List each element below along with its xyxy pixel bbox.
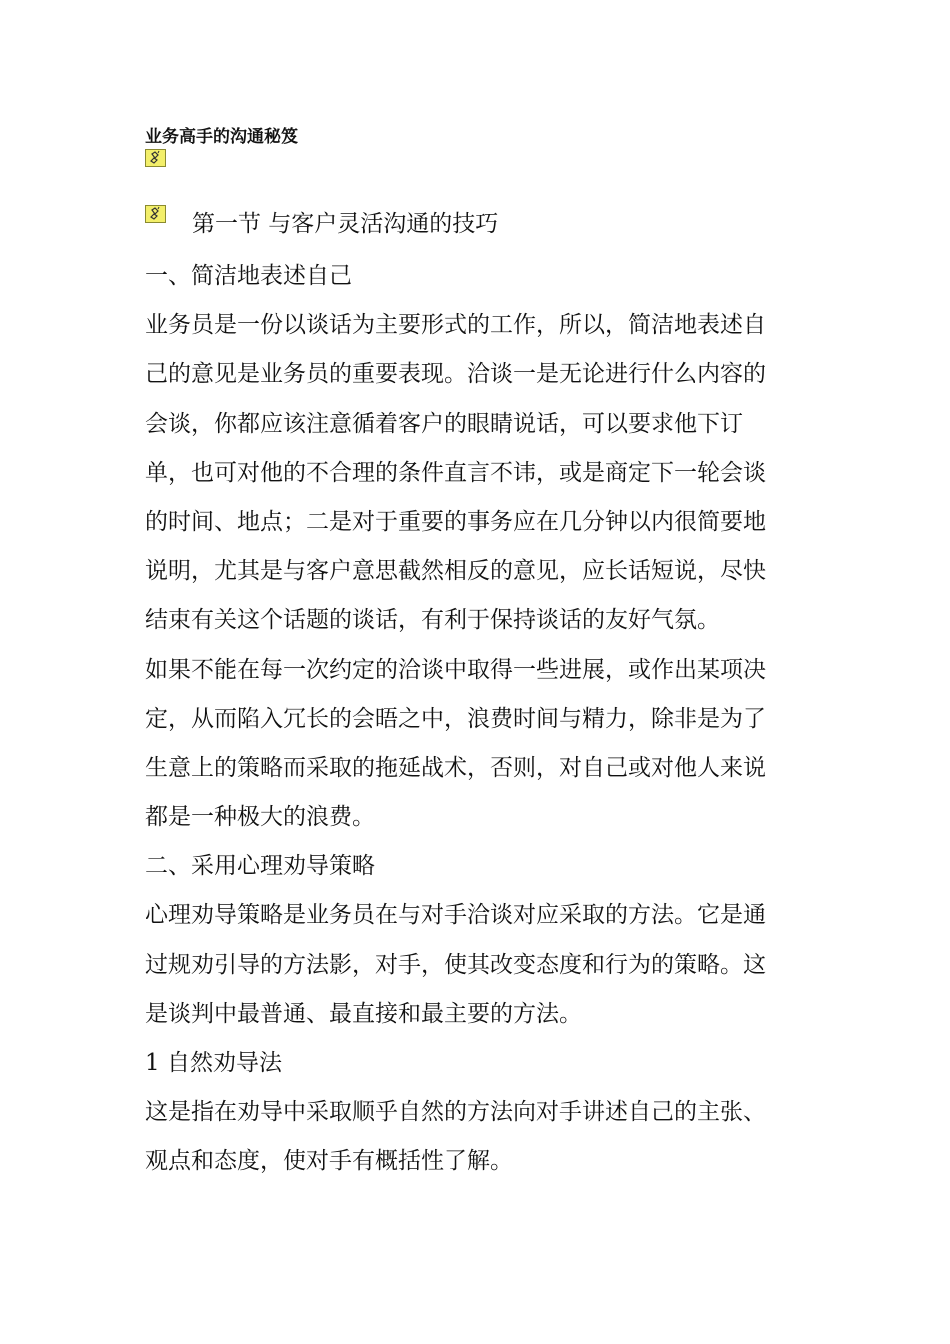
- heading-line: 一、简洁地表述自己: [145, 263, 352, 289]
- paragraph-line: 生意上的策略而采取的拖延战术，否则，对自己或对他人来说: [145, 754, 766, 781]
- subheading-line: 1 自然劝导法: [145, 1050, 282, 1076]
- paragraph-line: 如果不能在每一次约定的洽谈中取得一些进展，或作出某项决: [145, 656, 766, 683]
- heading-line: 二、采用心理劝导策略: [145, 853, 375, 880]
- broken-image-glyph: [146, 150, 165, 166]
- paragraph-line: 过规劝引导的方法影，对手，使其改变态度和行为的策略。这: [145, 951, 766, 978]
- paragraph-line: 会谈，你都应该注意循着客户的眼睛说话，可以要求他下订: [145, 410, 743, 437]
- paragraph-line: 的时间、地点；二是对于重要的事务应在几分钟以内很简要地: [145, 508, 766, 535]
- paragraph-line: 结束有关这个话题的谈话，有利于保持谈话的友好气氛。: [145, 607, 720, 634]
- paragraph-line: 业务员是一份以谈话为主要形式的工作，所以，简洁地表述自: [145, 312, 766, 339]
- paragraph-line: 说明，尤其是与客户意思截然相反的意见，应长话短说，尽快: [145, 558, 766, 585]
- broken-image-icon: [145, 149, 166, 167]
- broken-image-glyph: [146, 206, 165, 222]
- paragraph-line: 这是指在劝导中采取顺乎自然的方法向对手讲述自己的主张、: [145, 1099, 766, 1126]
- document-title: 业务高手的沟通秘笈: [145, 127, 298, 147]
- paragraph-line: 定，从而陷入冗长的会晤之中，浪费时间与精力，除非是为了: [145, 705, 766, 732]
- section-title: 第一节 与客户灵活沟通的技巧: [192, 211, 499, 237]
- paragraph-line: 都是一种极大的浪费。: [145, 804, 375, 831]
- paragraph-line: 单，也可对他的不合理的条件直言不讳，或是商定下一轮会谈: [145, 459, 766, 486]
- broken-image-icon: [145, 205, 166, 223]
- paragraph-line: 是谈判中最普通、最直接和最主要的方法。: [145, 1000, 582, 1027]
- paragraph-line: 心理劝导策略是业务员在与对手洽谈对应采取的方法。它是通: [145, 902, 766, 929]
- paragraph-line: 己的意见是业务员的重要表现。洽谈一是无论进行什么内容的: [145, 361, 766, 388]
- body-text: [145, 257, 795, 1192]
- paragraph-line: 观点和态度，使对手有概括性了解。: [145, 1148, 513, 1175]
